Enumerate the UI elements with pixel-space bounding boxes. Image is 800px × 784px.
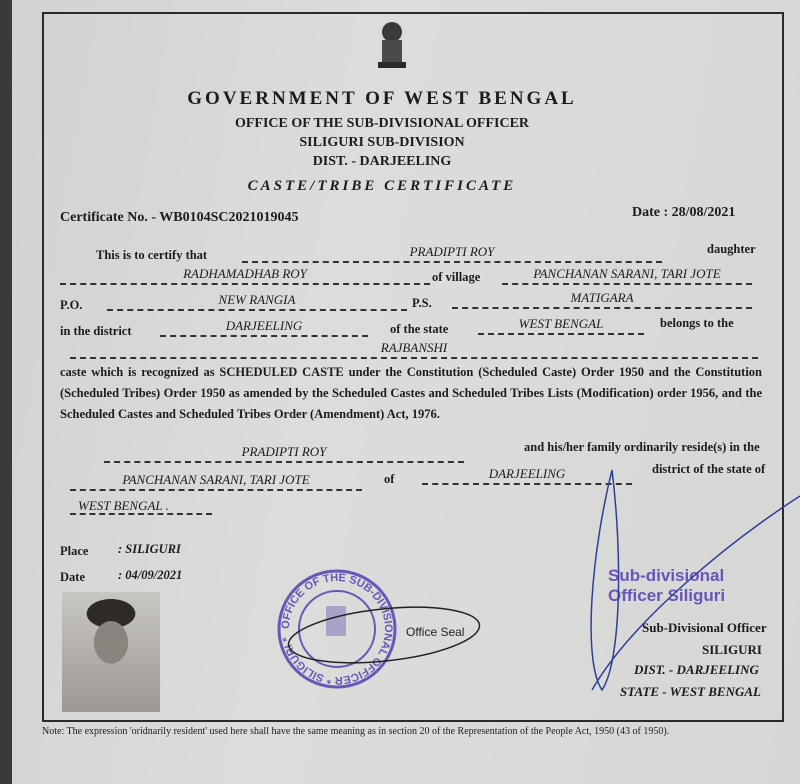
district-label: in the district xyxy=(60,324,132,338)
relation-label: daughter xyxy=(707,242,756,256)
signatory-district: DIST. - DARJEELING xyxy=(634,662,759,677)
po-label: P.O. xyxy=(60,298,83,312)
state-emblem-icon xyxy=(374,18,410,76)
district-state-label: district of the state of xyxy=(652,462,766,476)
state-field: WEST BENGAL xyxy=(478,316,644,335)
parent-field: RADHAMADHAB ROY xyxy=(60,266,430,285)
signatory-place: SILIGURI xyxy=(702,642,762,657)
officer-rubber-stamp: Sub-divisional Officer Siliguri xyxy=(608,566,726,605)
svg-text:OFFICE OF THE SUB-DIVISIONAL O: OFFICE OF THE SUB-DIVISIONAL OFFICER * SILIGURI * xyxy=(279,571,395,687)
certify-label: This is to certify that xyxy=(96,248,208,262)
legal-paragraph: caste which is recognized as SCHEDULED CASTE under the Constitution (Scheduled Caste) Order 1950 and the Constitution (Scheduled Tribes) Order 1950 as amended by the Scheduled Castes and Scheduled Tribes Lists (Modification) order 1956, and the Scheduled Castes and Scheduled Tribes Order (Amendment) Act, 1976. xyxy=(60,365,762,421)
date-value: : 04/09/2021 xyxy=(118,568,183,582)
office-seal-label: Office Seal xyxy=(406,625,465,639)
certificate-page xyxy=(12,0,800,784)
po-field: NEW RANGIA xyxy=(107,292,407,311)
signatory-title: Sub-Divisional Officer xyxy=(642,620,767,635)
district-field-2: DARJEELING xyxy=(422,466,632,485)
district-title: DIST. - DARJEELING xyxy=(312,154,452,169)
government-title: GOVERNMENT OF WEST BENGAL xyxy=(187,88,577,109)
belongs-label: belongs to the xyxy=(660,316,734,330)
issue-date: Date : 28/08/2021 xyxy=(632,205,736,220)
name-field: PRADIPTI ROY xyxy=(242,244,662,263)
village-label: of village xyxy=(432,270,481,284)
date-label: Date xyxy=(60,570,85,584)
signatory-state: STATE - WEST BENGAL xyxy=(620,684,761,699)
name-field-2: PRADIPTI ROY xyxy=(104,444,464,463)
state-label: of the state xyxy=(390,322,449,336)
footnote: Note: The expression 'oridnarily resident' used here shall have the same meaning as in section 20 of the Representation of the People Act, 1950 (43 of 1950). xyxy=(42,726,670,737)
address-field: PANCHANAN SARANI, TARI JOTE xyxy=(70,472,362,491)
state-field-2: WEST BENGAL . xyxy=(70,498,212,515)
office-title: OFFICE OF THE SUB-DIVISIONAL OFFICER xyxy=(234,116,530,131)
village-field: PANCHANAN SARANI, TARI JOTE xyxy=(502,266,752,285)
ps-label: P.S. xyxy=(412,296,432,310)
certificate-title: CASTE/TRIBE CERTIFICATE xyxy=(247,178,517,194)
place-label: Place xyxy=(60,544,89,558)
officer-signature xyxy=(572,460,800,710)
of-label: of xyxy=(384,472,395,486)
caste-field: RAJBANSHI xyxy=(70,340,758,359)
subdivision-title: SILIGURI SUB-DIVISION xyxy=(299,135,465,150)
certificate-number: Certificate No. - WB0104SC2021019045 xyxy=(60,210,299,225)
applicant-photo xyxy=(62,592,160,712)
district-field: DARJEELING xyxy=(160,318,368,337)
ps-field: MATIGARA xyxy=(452,290,752,309)
reside-label: and his/her family ordinarily reside(s) in the xyxy=(524,440,760,454)
place-value: : SILIGURI xyxy=(118,542,181,556)
